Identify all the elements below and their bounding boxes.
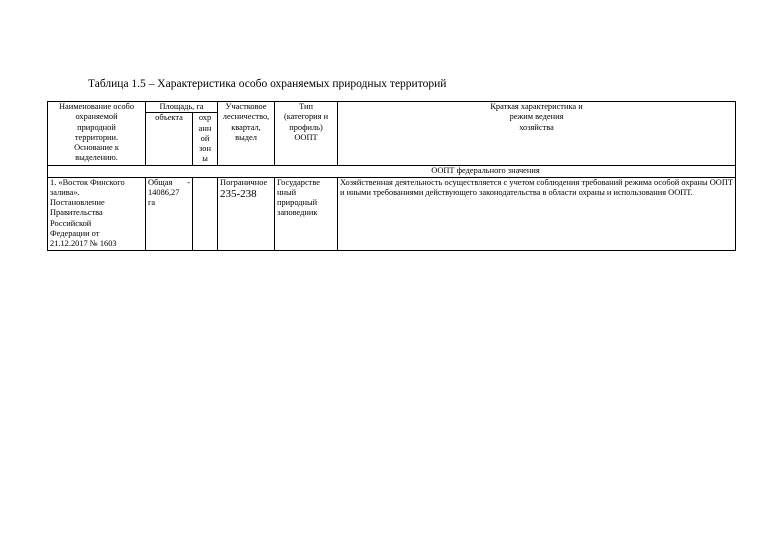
cell-area-zone — [193, 177, 218, 250]
header-forestry: Участковое лесничество, квартал, выдел — [218, 102, 275, 166]
header-row — [48, 102, 736, 113]
header-area-zone: охр анн ой зон ы — [193, 113, 218, 166]
cell-type: Государстве нный природный заповедник — [275, 177, 338, 250]
section-title: ООПТ федерального значения — [48, 166, 736, 177]
header-name: Наименование особо охраняемой природной территории. Основание к выделению. — [48, 102, 146, 166]
header-area: Площадь, га — [146, 102, 218, 113]
cell-forestry: Пограничное 235-238 — [218, 177, 275, 250]
cell-description: Хозяйственная деятельность осуществляется с учетом соблюдения требований режима особой охраны ООПТ и иными требованиями действующего законодательства в области охраны и использования ООПТ. — [338, 177, 736, 250]
header-description: Краткая характеристика и режим ведения хозяйства — [338, 102, 736, 166]
table-row — [48, 177, 736, 250]
cell-area-object: Общая - 14086,27 га — [146, 177, 193, 250]
header-area-object: объекта — [146, 113, 193, 166]
header-type: Тип (категория и профиль) ООПТ — [275, 102, 338, 166]
section-row — [48, 166, 736, 177]
table-caption: Таблица 1.5 – Характеристика особо охраняемых природных территорий — [88, 78, 447, 90]
cell-name: 1. «Восток Финского залива». Постановление Правительства Российской Федерации от 21.12.2017 № 1603 — [48, 177, 146, 250]
protected-areas-table — [47, 101, 736, 251]
